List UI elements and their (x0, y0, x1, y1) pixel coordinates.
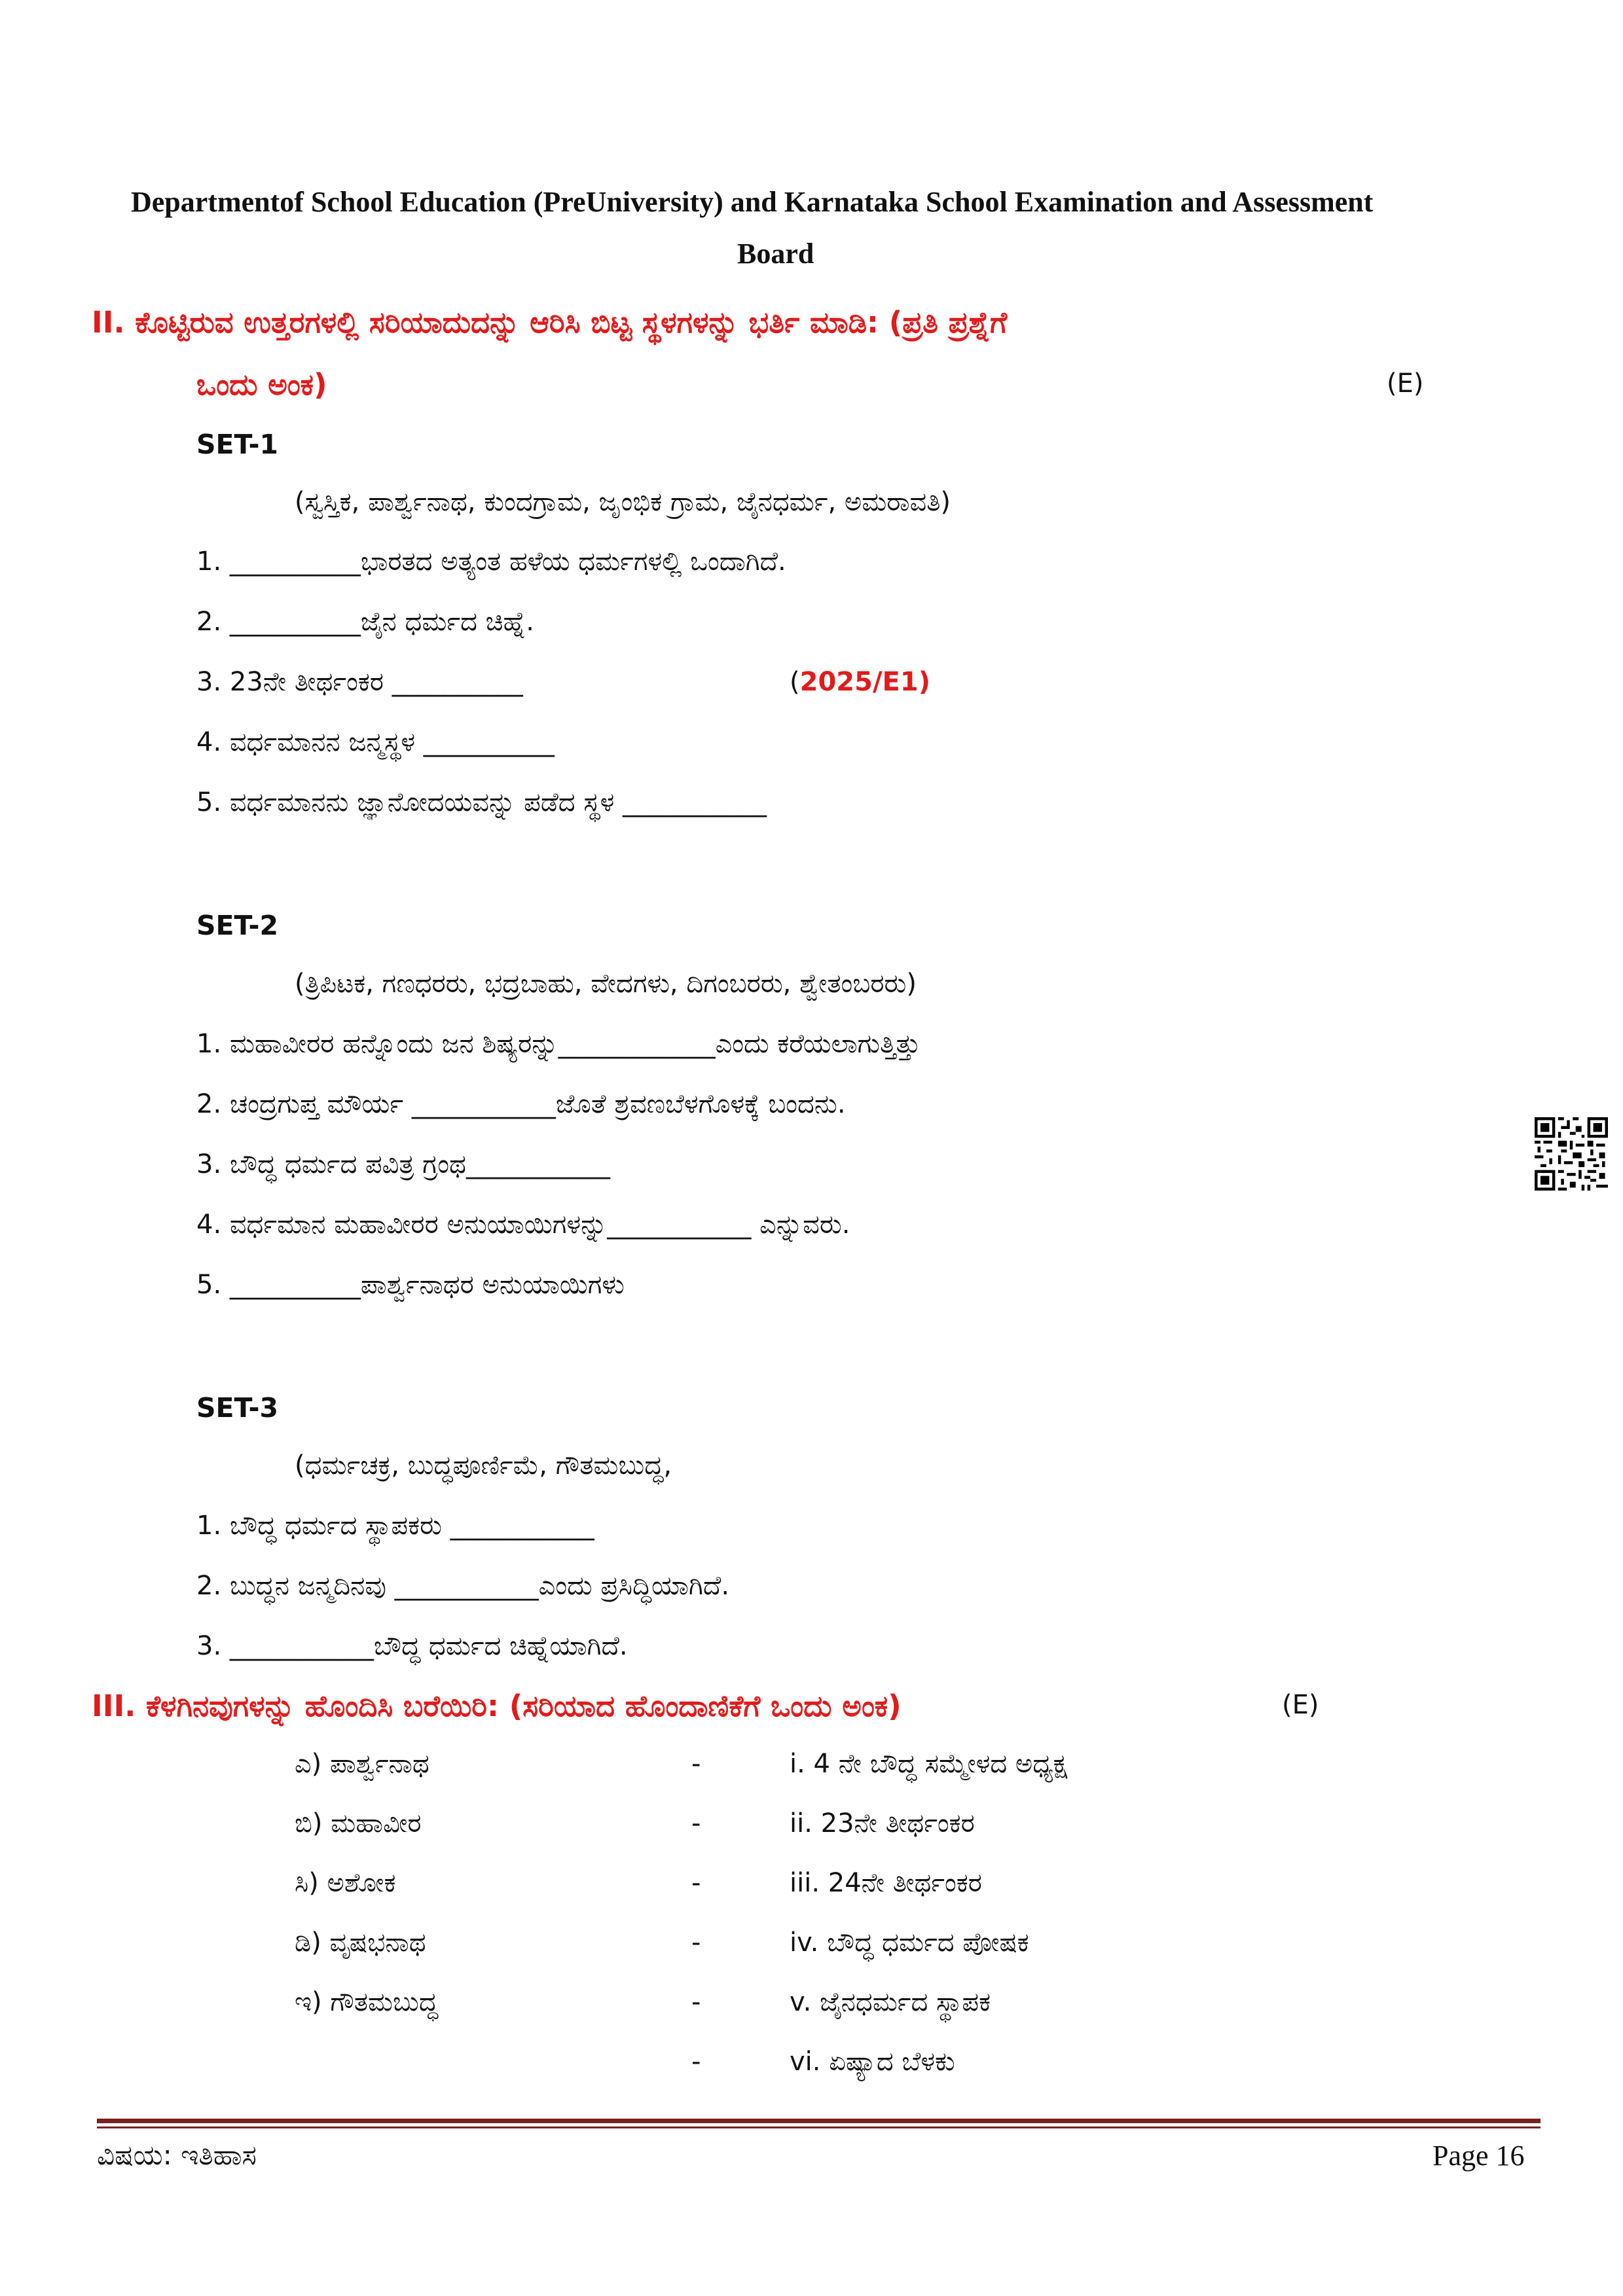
section-3-title: III. ಕೆಳಗಿನವುಗಳನ್ನು ಹೊಂದಿಸಿ ಬರೆಯಿರಿ: (ಸರಿಯಾದ ಹೊಂದಾಣಿಕೆಗೆ ಒಂದು ಅಂಕ) (92, 1689, 902, 1723)
match-dash: - (691, 1928, 701, 1958)
set3-options: (ಧರ್ಮಚಕ್ರ, ಬುದ್ಧಪೂರ್ಣಿಮೆ, ಗೌತಮಬುದ್ಧ, (295, 1450, 672, 1480)
set2-question-1: 1. ಮಹಾವೀರರ ಹನ್ನೊಂದು ಜನ ಶಿಷ್ಯರನ್ನು____________ಎಂದು ಕರೆಯಲಾಗುತ್ತಿತ್ತು (196, 1029, 921, 1059)
section-2-title-cont: ಒಂದು ಅಂಕ) (196, 367, 327, 402)
set1-question-1: 1. __________ಭಾರತದ ಅತ್ಯಂತ ಹಳೆಯ ಧರ್ಮಗಳಲ್ಲಿ ಒಂದಾಗಿದೆ. (196, 547, 786, 577)
header-line-2: Board (737, 238, 814, 270)
set2-question-4: 4. ವರ್ಧಮಾನ ಮಹಾವೀರರ ಅನುಯಾಯಿಗಳನ್ನು___________ ಎನ್ನುವರು. (196, 1210, 850, 1240)
set1-label: SET-1 (196, 429, 279, 460)
year-paren: ( (790, 667, 800, 697)
section-3-tag: (E) (1282, 1690, 1319, 1720)
match-dash: - (691, 2047, 701, 2077)
set2-question-5: 5. __________ಪಾರ್ಶ್ವನಾಥರ ಅನುಯಾಯಿಗಳು (196, 1270, 625, 1300)
set1-options: (ಸ್ವಸ್ತಿಕ, ಪಾರ್ಶ್ವನಾಥ, ಕುಂದಗ್ರಾಮ, ಜೃಂಭಿಕ ಗ್ರಾಮ, ಜೈನಧರ್ಮ, ಅಮರಾವತಿ) (295, 487, 951, 517)
footer-rule-thin (97, 2126, 1541, 2128)
match-right-vi: vi. ಏಷ್ಯಾದ ಬೆಳಕು (790, 2047, 955, 2077)
set1-question-2: 2. __________ಜೈನ ಧರ್ಮದ ಚಿಹ್ನೆ. (196, 607, 534, 637)
match-right-i: i. 4 ನೇ ಬೌದ್ಧ ಸಮ್ಮೇಳದ ಅಧ್ಯಕ್ಷ (790, 1749, 1068, 1779)
footer-rule (97, 2119, 1541, 2123)
section-2-title: II. ಕೊಟ್ಟಿರುವ ಉತ್ತರಗಳಲ್ಲಿ ಸರಿಯಾದುದನ್ನು ಆರಿಸಿ ಬಿಟ್ಟ ಸ್ಥಳಗಳನ್ನು ಭರ್ತಿ ಮಾಡಿ: (ಪ್ರತಿ ಪ್ರಶ್ನೆಗೆ (92, 305, 1008, 340)
match-left-b: ಬಿ) ಮಹಾವೀರ (295, 1808, 422, 1839)
page-number: Page 16 (1432, 2140, 1525, 2172)
set2-label: SET-2 (196, 910, 279, 941)
set3-question-3: 3. ___________ಬೌದ್ಧ ಧರ್ಮದ ಚಿಹ್ನೆಯಾಗಿದೆ. (196, 1631, 628, 1661)
match-dash: - (691, 1868, 701, 1898)
match-right-iv: iv. ಬೌದ್ಧ ಧರ್ಮದ ಪೋಷಕ (790, 1928, 1029, 1958)
header-line-1: Departmentof School Education (PreUniversity) and Karnataka School Examination and Assessment (131, 186, 1374, 218)
set1-question-4: 4. ವರ್ಧಮಾನನ ಜನ್ಮಸ್ಥಳ __________ (196, 727, 555, 757)
set1-question-3-year (790, 667, 930, 697)
set3-label: SET-3 (196, 1392, 279, 1424)
set3-question-2: 2. ಬುದ್ಧನ ಜನ್ಮದಿನವು ___________ಎಂದು ಪ್ರಸಿದ್ಧಿಯಾಗಿದೆ. (196, 1571, 730, 1601)
match-left-c: ಸಿ) ಅಶೋಕ (295, 1868, 396, 1898)
match-right-iii: iii. 24ನೇ ತೀರ್ಥಂಕರ (790, 1868, 982, 1898)
match-left-d: ಡಿ) ವೃಷಭನಾಥ (295, 1928, 426, 1958)
match-dash: - (691, 1808, 701, 1839)
match-right-ii: ii. 23ನೇ ತೀರ್ಥಂಕರ (790, 1808, 975, 1839)
set3-question-1: 1. ಬೌದ್ಧ ಧರ್ಮದ ಸ್ಥಾಪಕರು ___________ (196, 1511, 594, 1541)
match-left-a: ಎ) ಪಾರ್ಶ್ವನಾಥ (295, 1749, 429, 1779)
set1-question-3: 3. 23ನೇ ತೀರ್ಥಂಕರ __________ (196, 667, 523, 697)
match-dash: - (691, 1749, 701, 1779)
year-value: 2025/E1) (799, 667, 930, 697)
set1-question-5: 5. ವರ್ಧಮಾನನು ಜ್ಞಾನೋದಯವನ್ನು ಪಡೆದ ಸ್ಥಳ ___________ (196, 787, 767, 817)
footer-subject: ವಿಷಯ: ಇತಿಹಾಸ (97, 2139, 257, 2171)
qr-code-icon (1535, 1117, 1608, 1191)
section-2-tag: (E) (1387, 368, 1424, 399)
match-left-e: ಇ) ಗೌತಮಬುದ್ಧ (295, 1987, 438, 2017)
set2-question-2: 2. ಚಂದ್ರಗುಪ್ತ ಮೌರ್ಯ ___________ಜೊತೆ ಶ್ರವಣಬೆಳಗೊಳಕ್ಕೆ ಬಂದನು. (196, 1089, 846, 1119)
set2-question-3: 3. ಬೌದ್ಧ ಧರ್ಮದ ಪವಿತ್ರ ಗ್ರಂಥ___________ (196, 1149, 610, 1179)
match-dash: - (691, 1987, 701, 2017)
set2-options: (ತ್ರಿಪಿಟಕ, ಗಣಧರರು, ಭದ್ರಬಾಹು, ವೇದಗಳು, ದಿಗಂಬರರು, ಶ್ವೇತಂಬರರು) (295, 969, 917, 999)
match-right-v: v. ಜೈನಧರ್ಮದ ಸ್ಥಾಪಕ (790, 1987, 991, 2017)
